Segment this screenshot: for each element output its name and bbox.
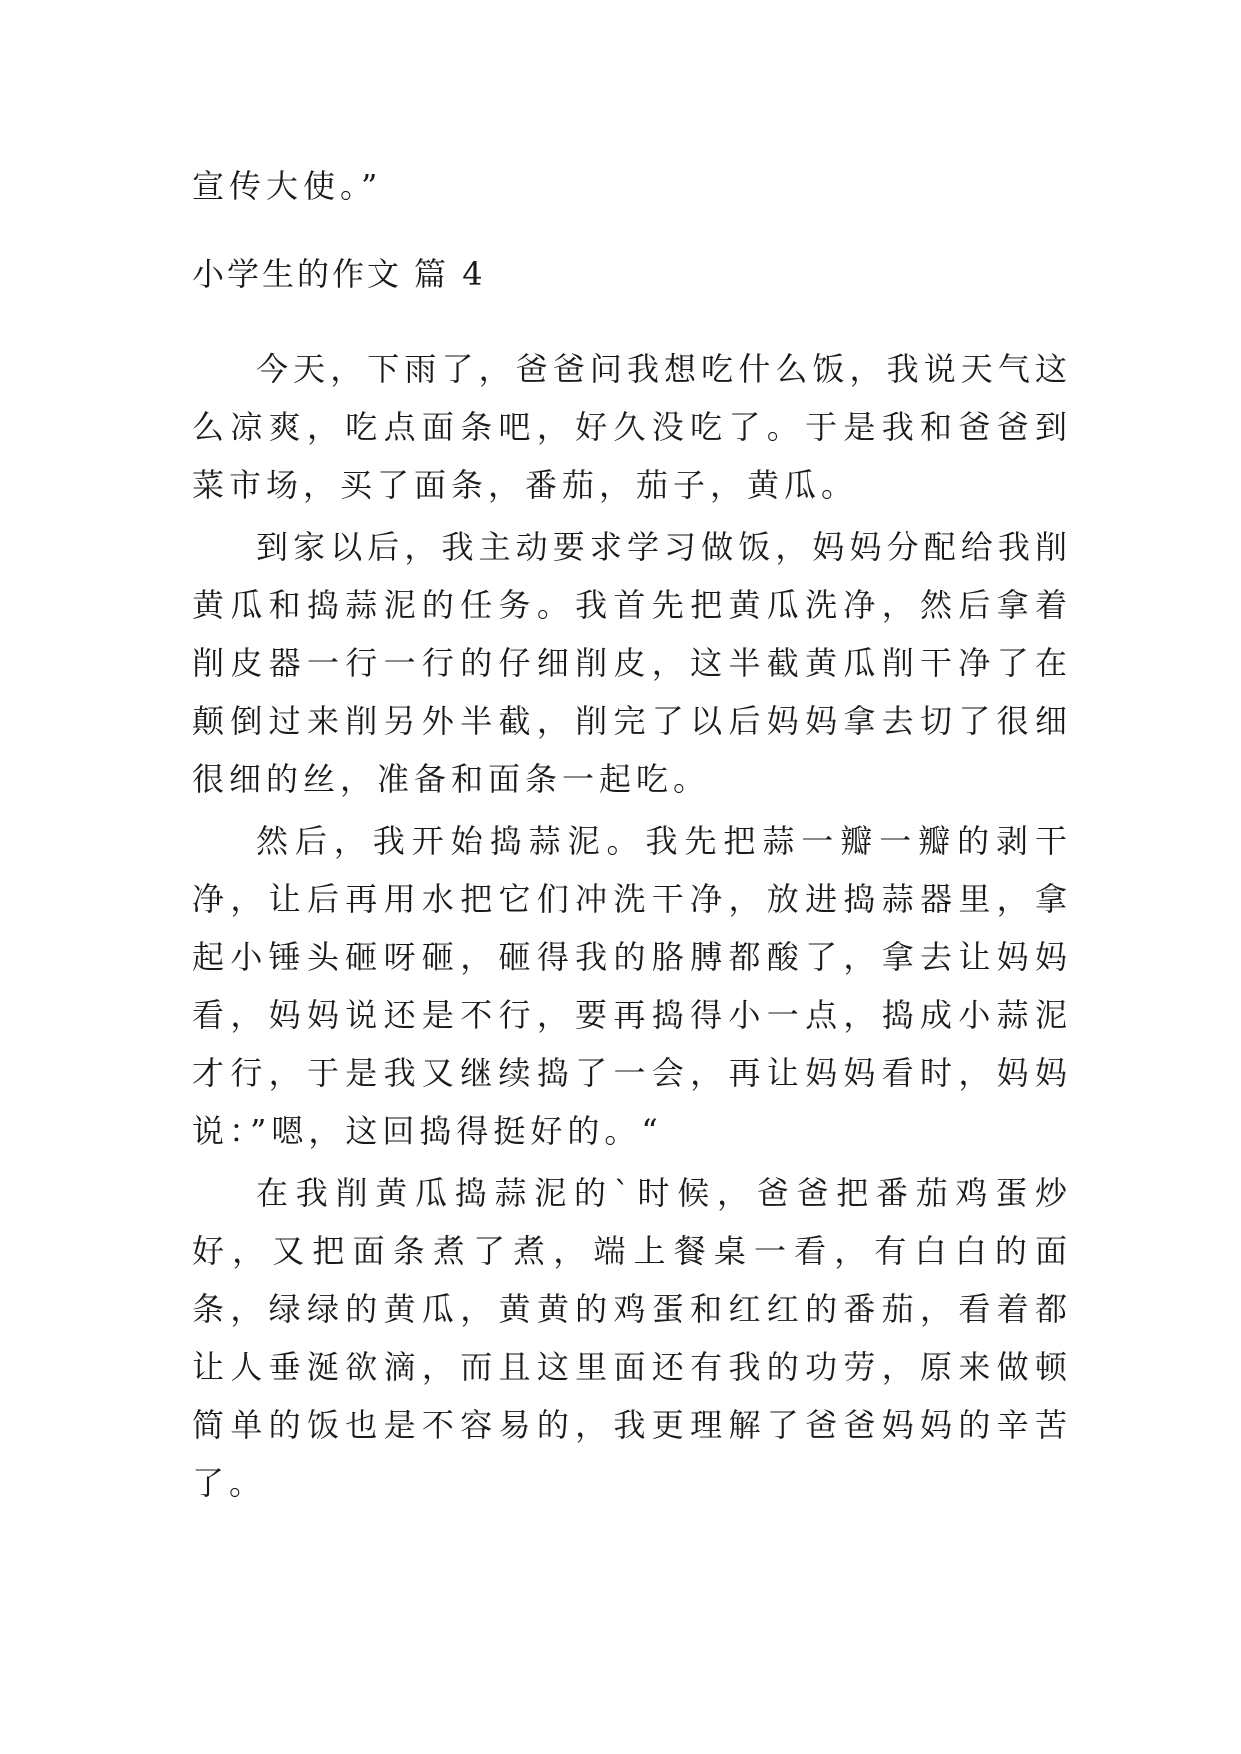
section-title: 小学生的作文 <box>192 255 403 293</box>
essay-body <box>192 340 1072 1516</box>
paragraph: 今天，下雨了，爸爸问我想吃什么饭，我说天气这么凉爽，吃点面条吧，好久没吃了。于是我和爸爸到菜市场，买了面条，番茄，茄子，黄瓜。 <box>192 350 1072 504</box>
section-number: 篇 4 <box>414 255 486 293</box>
paragraph: 到家以后，我主动要求学习做饭，妈妈分配给我削黄瓜和捣蒜泥的任务。我首先把黄瓜洗净，然后拿着削皮器一行一行的仔细削皮，这半截黄瓜削干净了在颠倒过来削另外半截，削完了以后妈妈拿去切了很细很细的丝，准备和面条一起吃。 <box>192 528 1072 798</box>
section-heading <box>192 250 486 298</box>
paragraph: 然后，我开始捣蒜泥。我先把蒜一瓣一瓣的剥干净，让后再用水把它们冲洗干净，放进捣蒜器里，拿起小锤头砸呀砸，砸得我的胳膊都酸了，拿去让妈妈看，妈妈说还是不行，要再捣得小一点，捣成小蒜泥才行，于是我又继续捣了一会，再让妈妈看时，妈妈说：”嗯，这回捣得挺好的。“ <box>192 822 1072 1150</box>
lead-text: 宣传大使。” <box>192 167 383 205</box>
paragraph: 在我削黄瓜捣蒜泥的`时候，爸爸把番茄鸡蛋炒好，又把面条煮了煮，端上餐桌一看，有白白的面条，绿绿的黄瓜，黄黄的鸡蛋和红红的番茄，看着都让人垂涎欲滴，而且这里面还有我的功劳，原来做顿简单的饭也是不容易的，我更理解了爸爸妈妈的辛苦了。 <box>192 1174 1072 1502</box>
